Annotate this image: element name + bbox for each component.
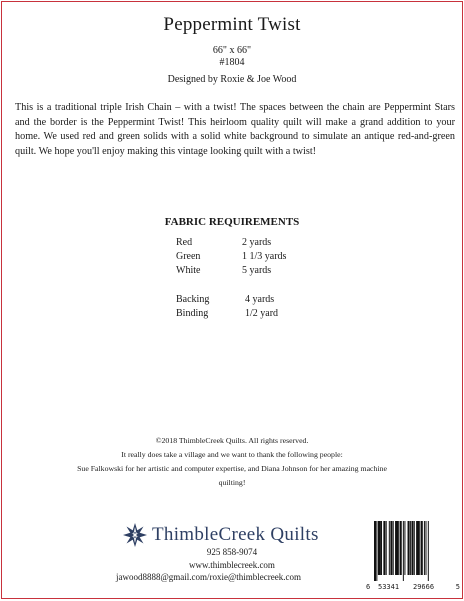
- barcode-bar: [378, 521, 381, 575]
- thanks-intro: It really does take a village and we want to thank the following people:: [121, 450, 343, 459]
- pattern-back-cover: [1, 1, 463, 599]
- barcode-bar: [414, 521, 415, 575]
- barcode-bar: [383, 521, 385, 575]
- thanks-line-2: quilting!: [218, 478, 246, 487]
- barcode-bar: [411, 521, 413, 575]
- barcode-bar: [381, 521, 382, 575]
- fabric-quantity: 5 yards: [242, 265, 272, 276]
- fabric-name: Red: [176, 237, 193, 248]
- brand-phone: 925 858-9074: [206, 547, 258, 557]
- fabric-name: Binding: [176, 308, 209, 319]
- barcode-bar: [404, 521, 405, 575]
- barcode-bar: [393, 521, 394, 575]
- barcode-bar: [390, 521, 392, 575]
- pattern-number: #1804: [219, 57, 245, 68]
- thanks-line-1: Sue Falkowski for her artistic and computer expertise, and Diana Johnson for her amazing machine: [77, 464, 387, 473]
- barcode-bar: [389, 521, 390, 575]
- barcode-bar: [403, 521, 404, 581]
- barcode-right-group: 29666: [413, 583, 435, 591]
- barcode-digit-last: 5: [455, 583, 460, 591]
- barcode-bar: [425, 521, 426, 575]
- barcode-bar: [408, 521, 410, 575]
- barcode-bar: [428, 521, 429, 581]
- barcode-bar: [398, 521, 399, 575]
- thimblecreek-logo: [122, 520, 319, 550]
- fabric-name: Backing: [176, 294, 210, 305]
- pattern-title: Peppermint Twist: [163, 14, 301, 35]
- barcode-digit-first: 6: [366, 583, 371, 591]
- barcode-left-group: 53341: [378, 583, 400, 591]
- fabric-name: White: [176, 265, 201, 276]
- barcode-bar: [410, 521, 411, 575]
- copyright-notice: ©2018 ThimbleCreek Quilts. All rights reserved.: [155, 436, 309, 445]
- barcode-bar: [376, 521, 377, 581]
- upc-barcode: [366, 521, 460, 591]
- fabric-quantity: 4 yards: [245, 294, 275, 305]
- fabric-quantity: 2 yards: [242, 237, 272, 248]
- barcode-bar: [400, 521, 402, 575]
- designer-credit: Designed by Roxie & Joe Wood: [167, 74, 297, 85]
- barcode-bar: [421, 521, 423, 575]
- brand-website[interactable]: www.thimblecreek.com: [189, 560, 275, 570]
- fabric-quantity: 1/2 yard: [245, 308, 279, 319]
- barcode-bar: [419, 521, 420, 575]
- barcode-bar: [386, 521, 387, 575]
- barcode-bar: [374, 521, 376, 581]
- fabric-quantity: 1 1/3 yards: [242, 251, 287, 262]
- intro-paragraph: This is a traditional triple Irish Chain – with a twist! The spaces between the chain are Peppermint Stars and the border is the Peppermint Twist! This heirloom quality quilt will make a grand addition to your home. We used red and green solids with a solid white background to simulate an antique red-and-green quilt. We hope you'll enjoy making this vintage looking quilt with a twist!: [15, 102, 455, 157]
- barcode-bar: [424, 521, 425, 575]
- brand-email[interactable]: jawood8888@gmail.com/roxie@thimblecreek.com: [116, 572, 302, 582]
- star-logo-icon: [122, 522, 148, 548]
- brand-name: ThimbleCreek Quilts: [152, 524, 319, 545]
- barcode-bar: [416, 521, 419, 575]
- fabric-requirements-heading: FABRIC REQUIREMENTS: [164, 216, 300, 228]
- quilt-size: 66" x 66": [212, 45, 252, 56]
- fabric-name: Green: [176, 251, 201, 262]
- barcode-bar: [395, 521, 398, 575]
- barcode-bars: [366, 521, 460, 583]
